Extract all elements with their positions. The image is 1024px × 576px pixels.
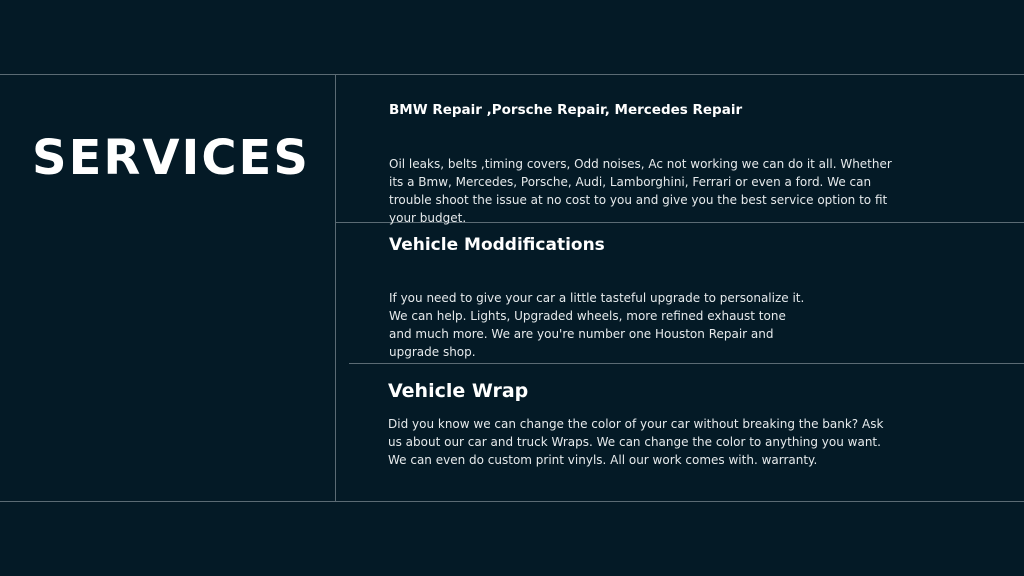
service-heading-modifications: Vehicle Moddifications bbox=[389, 235, 605, 255]
section-divider-2 bbox=[349, 363, 1024, 364]
column-divider bbox=[335, 74, 336, 501]
service-heading-repair: BMW Repair ,Porsche Repair, Mercedes Repair bbox=[389, 102, 743, 118]
service-description-modifications: If you need to give your car a little tasteful upgrade to personalize it. We can help. Lights, Upgraded wheels, more refined exhaust tone and much more. We are you're number one Houston Repair and upgrade shop. bbox=[389, 291, 805, 359]
service-description-wrap: Did you know we can change the color of your car without breaking the bank? Ask us about our car and truck Wraps. We can change the color to anything you want. We can even do custom print vinyls. All our work comes with. warranty. bbox=[388, 417, 884, 467]
top-divider bbox=[0, 74, 1024, 75]
service-description-repair: Oil leaks, belts ,timing covers, Odd noises, Ac not working we can do it all. Whether its a Bmw, Mercedes, Porsche, Audi, Lamborghini, Ferrari or even a ford. We can trouble shoot the issue at no cost to you and give you the best service option to fit your budget. bbox=[389, 157, 892, 225]
bottom-divider bbox=[0, 501, 1024, 502]
page-title: SERVICES bbox=[32, 130, 310, 186]
service-heading-wrap: Vehicle Wrap bbox=[388, 380, 529, 402]
